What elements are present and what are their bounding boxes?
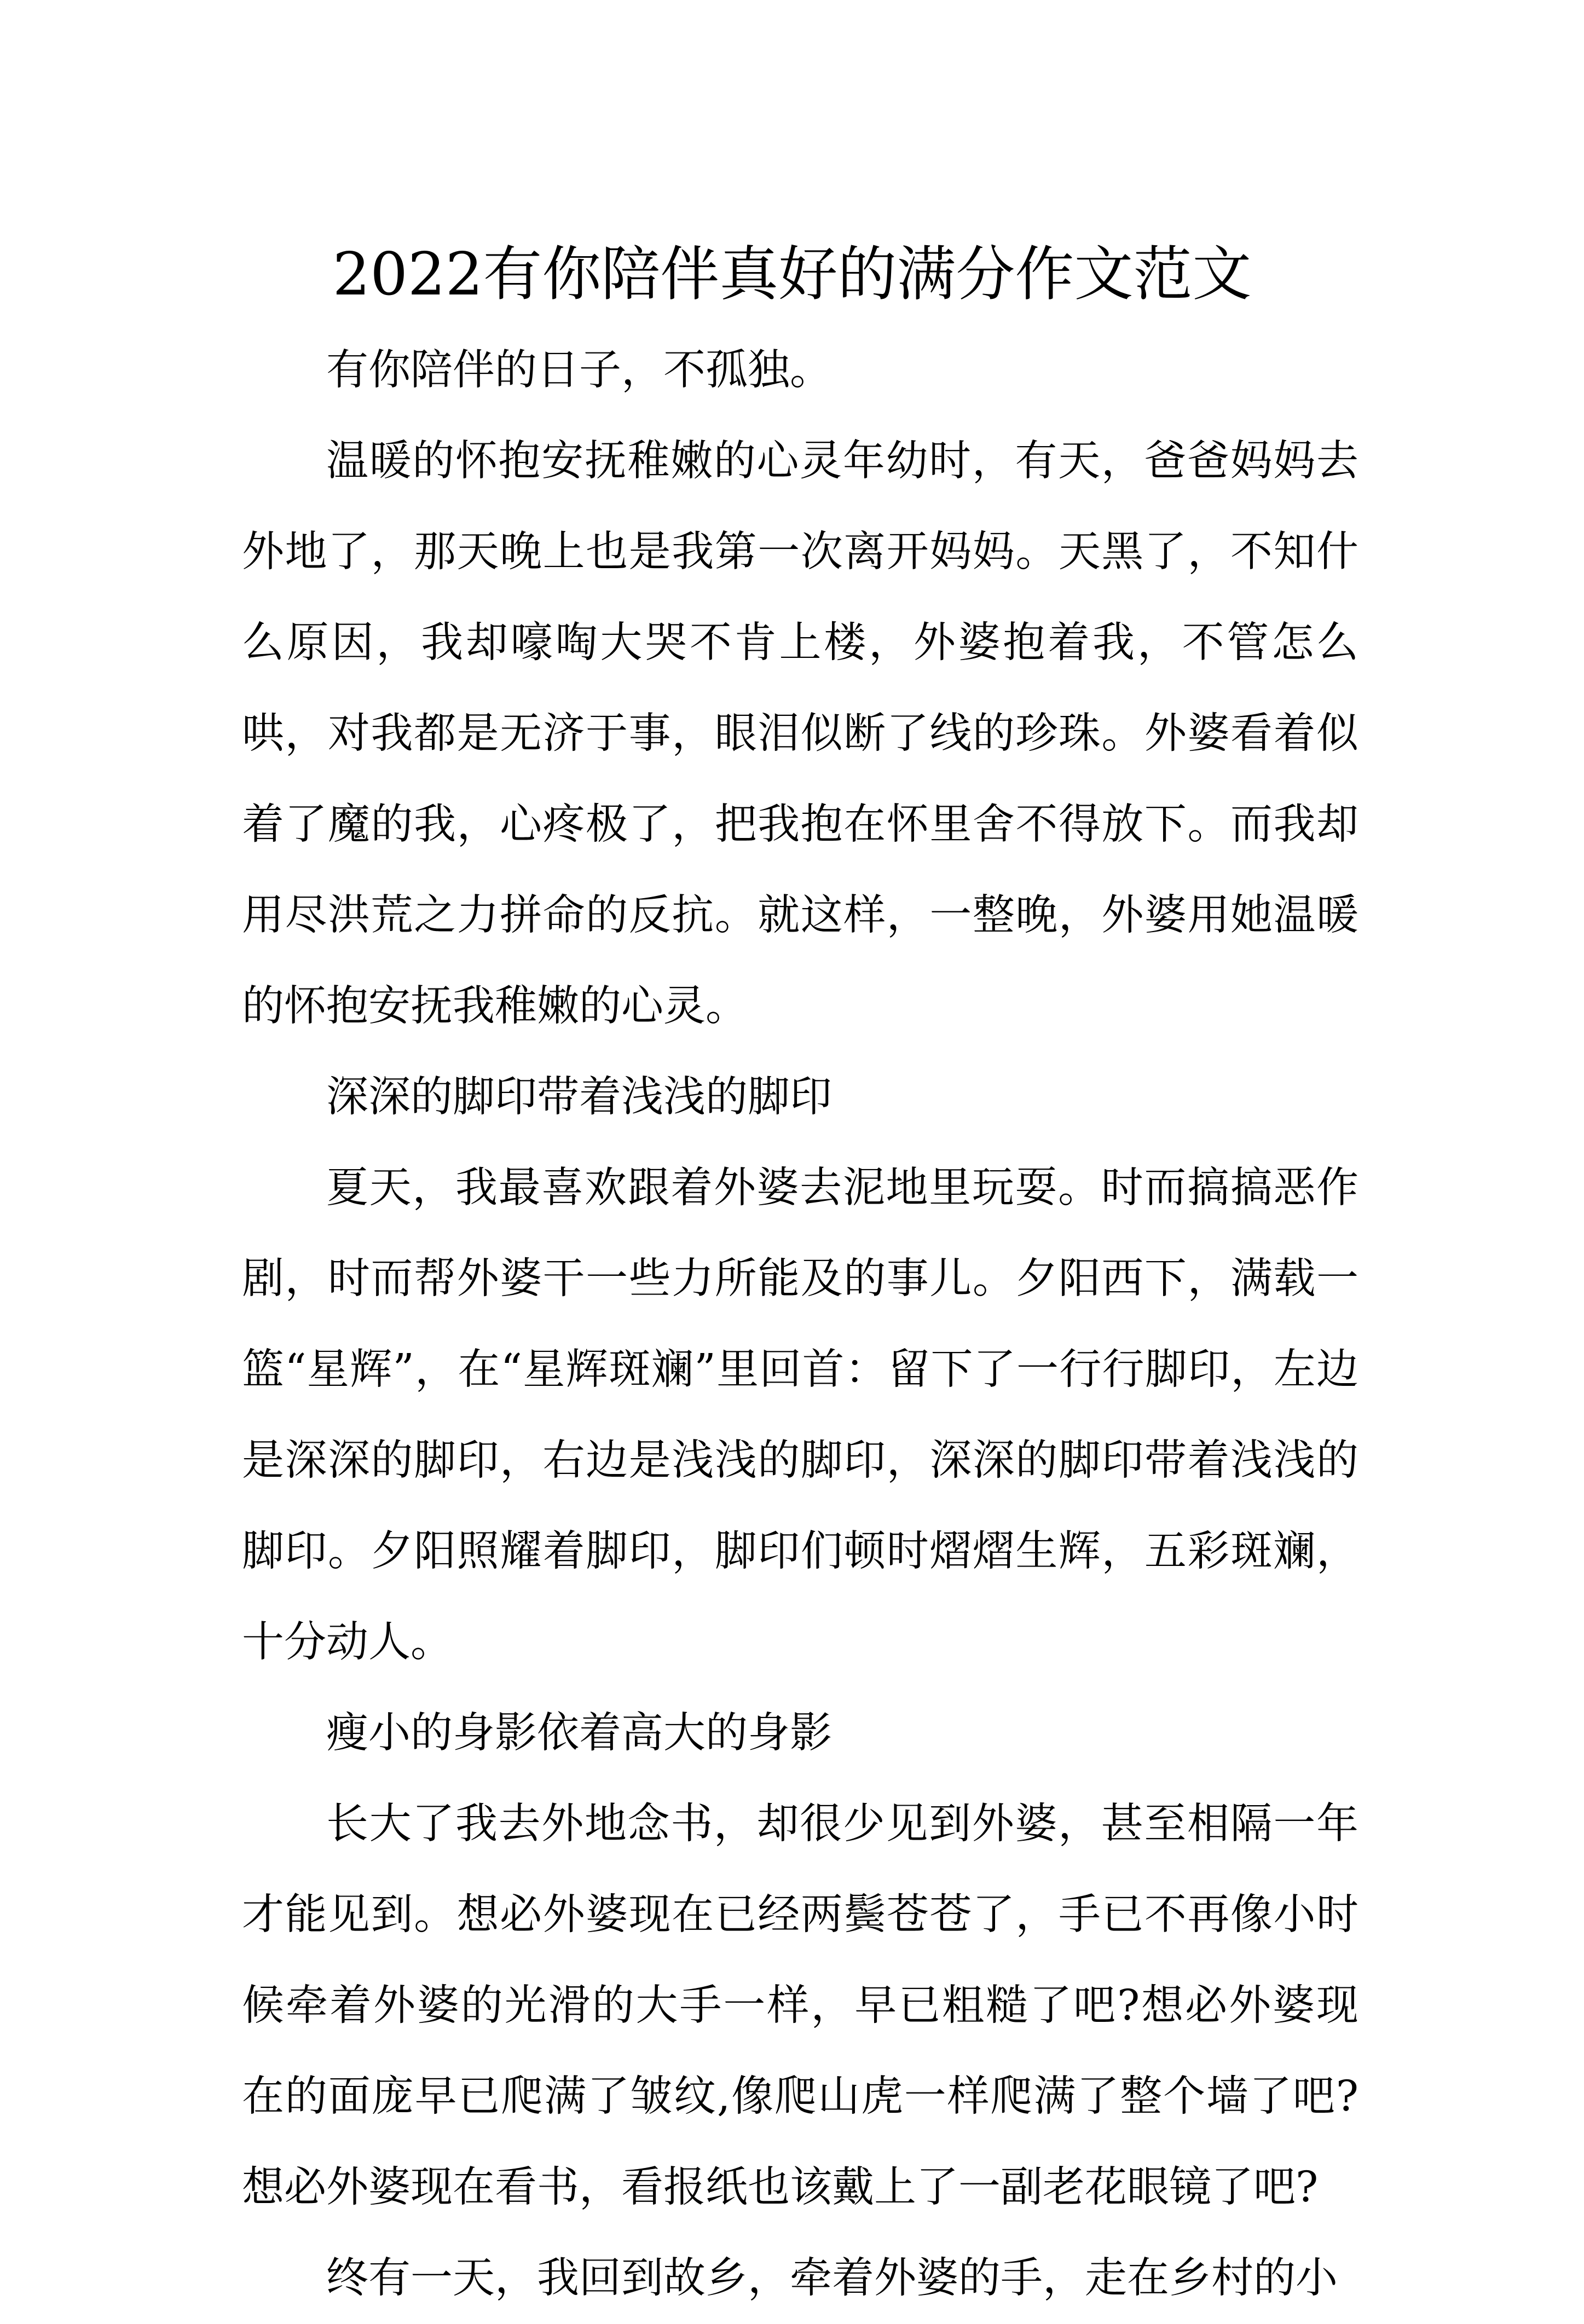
section-heading-silhouettes: 瘦小的身影依着高大的身影 xyxy=(326,1709,832,1758)
section-heading-footprints: 深深的脚印带着浅浅的脚印 xyxy=(326,1073,832,1121)
paragraph-warm-embrace: 温暖的怀抱安抚稚嫩的心灵年幼时，有天，爸爸妈妈去外地了，那天晚上也是我第一次离开妈妈。天黑了，不知什么原因，我却嚎啕大哭不肯上楼，外婆抱着我，不管怎么哄，对我都是无济于事，眼泪似断了线的珍珠。外婆看着似着了魔的我，心疼极了，把我抱在怀里舍不得放下。而我却用尽洪荒之力拼命的反抗。就这样，一整晚，外婆用她温暖的怀抱安抚我稚嫩的心灵。 xyxy=(242,437,1358,1031)
paragraph-growing-up: 长大了我去外地念书，却很少见到外婆，甚至相隔一年才能见到。想必外婆现在已经两鬓苍苍了，手已不再像小时候牵着外婆的光滑的大手一样，早已粗糙了吧?想必外婆现在的面庞早已爬满了皱纹,像爬山虎一样爬满了整个墙了吧?想必外婆现在看书，看报纸也该戴上了一副老花眼镜了吧? xyxy=(242,1800,1358,2212)
document-body xyxy=(242,325,1358,2324)
document-title: 2022有你陪伴真好的满分作文范文 xyxy=(332,240,1252,309)
paragraph-return-home: 终有一天，我回到故乡，牵着外婆的手，走在乡村的小 xyxy=(326,2254,1338,2303)
paragraph-summer-footprints: 夏天，我最喜欢跟着外婆去泥地里玩耍。时而搞搞恶作剧，时而帮外婆干一些力所能及的事儿。夕阳西下，满载一篮“星辉”，在“星辉斑斓”里回首：留下了一行行脚印，左边是深深的脚印，右边是浅浅的脚印，深深的脚印带着浅浅的脚印。夕阳照耀着脚印，脚印们顿时熠熠生辉，五彩斑斓，十分动人。 xyxy=(242,1164,1358,1667)
paragraph-intro: 有你陪伴的日子，不孤独。 xyxy=(326,346,832,395)
